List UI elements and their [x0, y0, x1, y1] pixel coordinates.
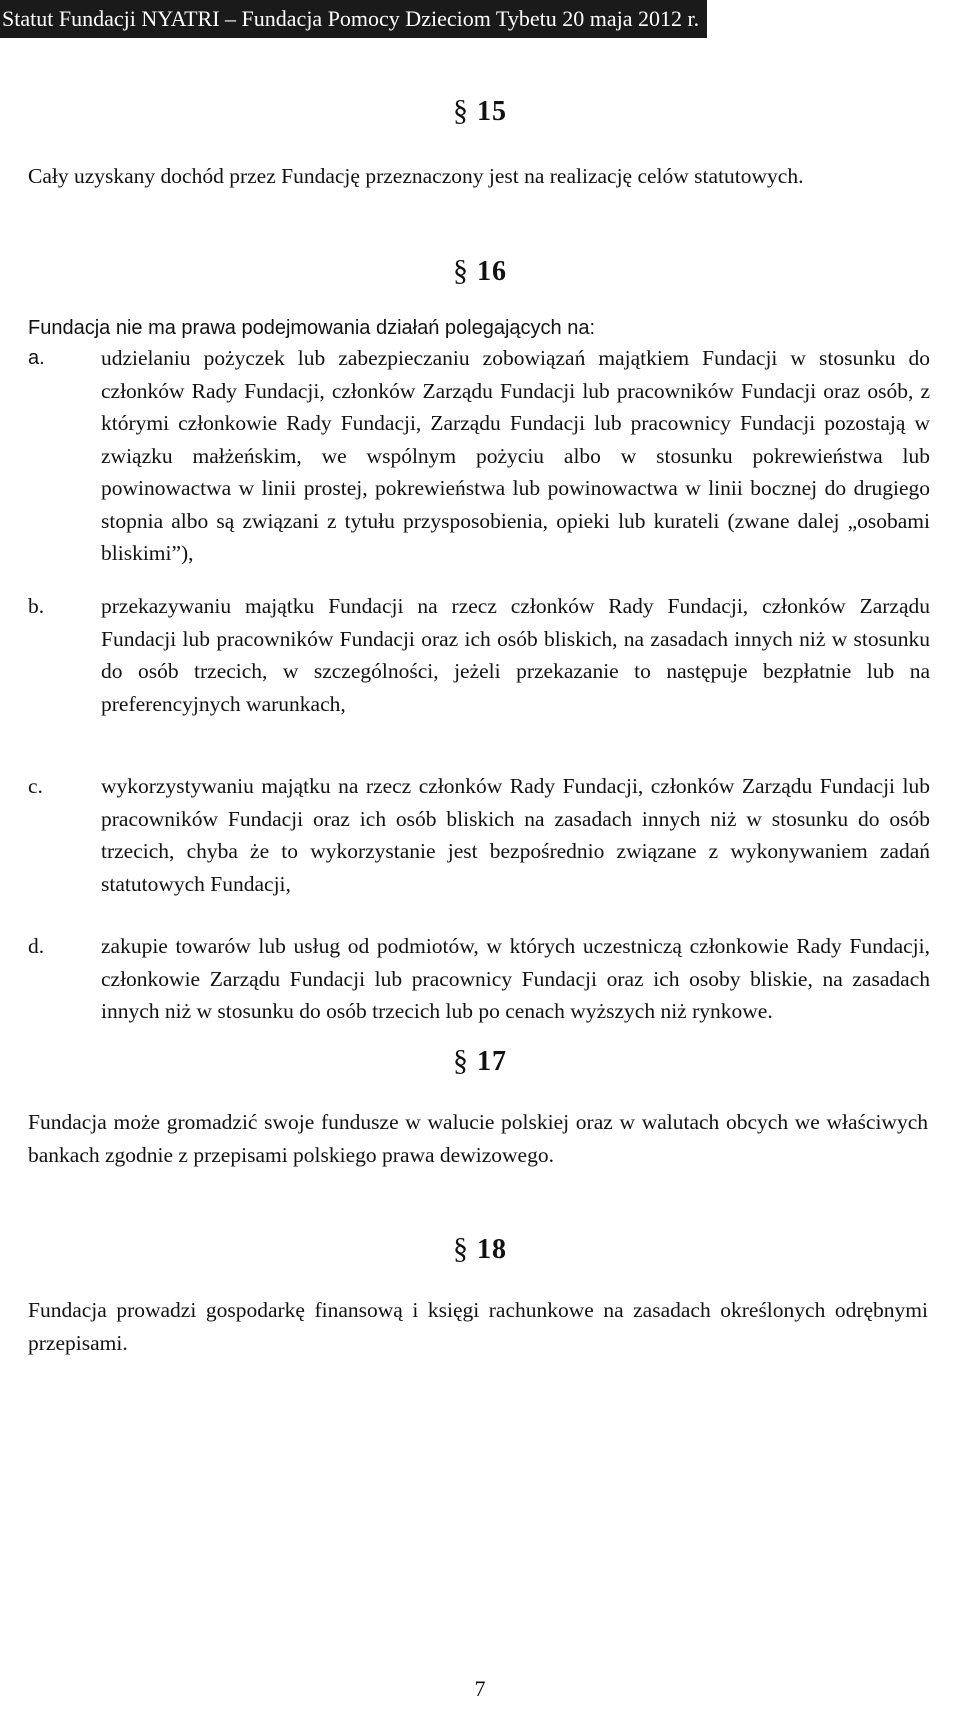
list-item-c: [28, 770, 930, 900]
section-15-text: Cały uzyskany dochód przez Fundację przeznaczony jest na realizację celów statutowych.: [28, 164, 804, 188]
list-item-text: wykorzystywaniu majątku na rzecz członków Rady Fundacji, członków Zarządu Fundacji lub pracowników Fundacji oraz ich osób bliskich na zasadach innych niż w stosunku do osób trzecich, chyba że to wykorzystanie jest bezpośrednio związane z wykonywaniem zadań statutowych Fundacji,: [101, 774, 930, 896]
section-number: 15: [477, 96, 507, 127]
section-symbol: §: [453, 94, 469, 127]
section-17-text: Fundacja może gromadzić swoje fundusze w walucie polskiej oraz w walutach obcych we właściwych bankach zgodnie z przepisami polskiego prawa dewizowego.: [28, 1110, 928, 1167]
list-item-d: [28, 930, 930, 1028]
section-number: 17: [477, 1046, 507, 1077]
list-item-a: [28, 342, 930, 570]
section-symbol: §: [453, 1044, 469, 1077]
list-marker: c.: [28, 774, 43, 798]
section-18-text: Fundacja prowadzi gospodarkę finansową i księgi rachunkowe na zasadach określonych odrębnymi przepisami.: [28, 1298, 928, 1355]
section-15-heading: [0, 94, 960, 128]
list-item-text: udzielaniu pożyczek lub zabezpieczaniu zobowiązań majątkiem Fundacji w stosunku do członków Rady Fundacji, członków Zarządu Fundacji lub pracowników Fundacji oraz osób, z którymi członkowie Rady Fundacji, Zarządu Fundacji lub pracownicy Fundacji pozostają w związku małżeńskim, we wspólnym pożyciu albo w stosunku pokrewieństwa lub powinowactwa w linii prostej, pokrewieństwa lub powinowactwa w linii bocznej do drugiego stopnia albo są związani z tytułu przysposobienia, opieki lub kurateli (zwane dalej „osobami bliskimi”),: [101, 346, 930, 565]
page-number: 7: [474, 1676, 486, 1701]
list-marker: d.: [28, 934, 45, 958]
section-17-heading: [0, 1044, 960, 1078]
section-16-intro: Fundacja nie ma prawa podejmowania działań polegających na:: [28, 317, 596, 339]
section-18-heading: [0, 1232, 960, 1266]
section-symbol: §: [453, 254, 469, 287]
list-item-text: przekazywaniu majątku Fundacji na rzecz członków Rady Fundacji, członków Zarządu Fundacji lub pracowników Fundacji oraz ich osób bliskich, na zasadach innych niż w stosunku do osób trzecich, w szczególności, jeżeli przekazanie to następuje bezpłatnie lub na preferencyjnych warunkach,: [101, 594, 930, 716]
list-marker: a.: [28, 347, 45, 369]
document-header: Statut Fundacji NYATRI – Fundacja Pomocy Dzieciom Tybetu 20 maja 2012 r.: [0, 0, 707, 38]
list-item-text: zakupie towarów lub usług od podmiotów, w których uczestniczą członkowie Rady Fundacji, członkowie Zarządu Fundacji lub pracownicy Fundacji oraz ich osoby bliskie, na zasadach innych niż w stosunku do osób trzecich lub po cenach wyższych niż rynkowe.: [101, 934, 930, 1023]
section-16-heading: [0, 254, 960, 288]
list-item-b: [28, 590, 930, 720]
list-marker: b.: [28, 594, 45, 618]
section-symbol: §: [453, 1232, 469, 1265]
section-number: 16: [477, 256, 507, 287]
section-number: 18: [477, 1234, 507, 1265]
